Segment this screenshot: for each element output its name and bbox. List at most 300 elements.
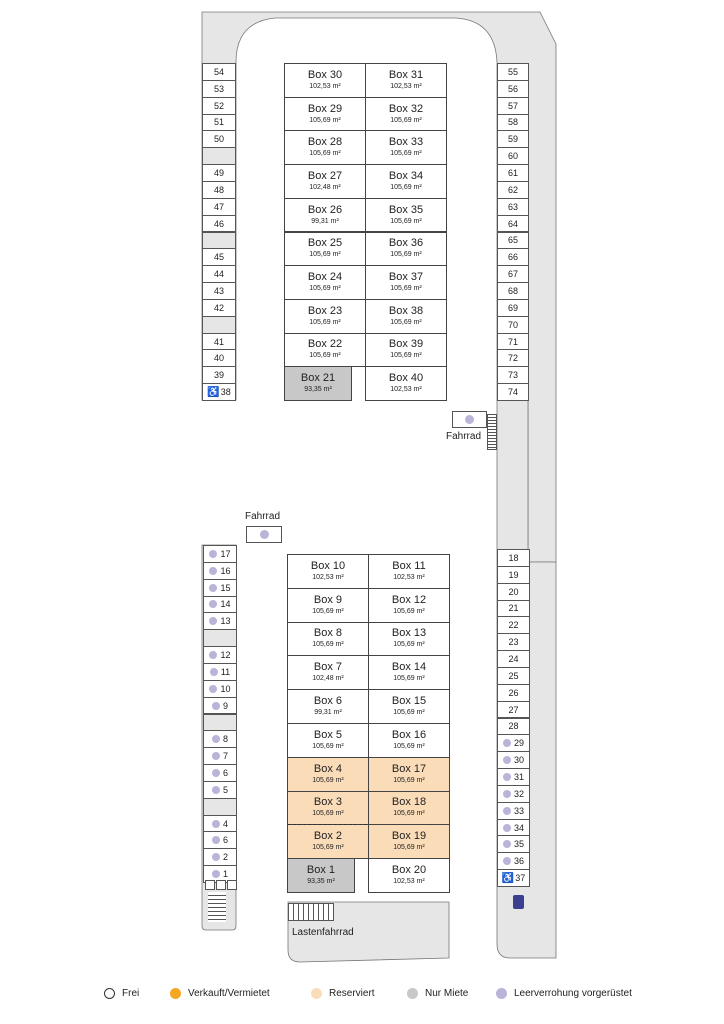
parking-spot-50[interactable] — [202, 130, 236, 148]
storage-box-box-21[interactable] — [284, 366, 352, 401]
box-area: 102,48 m² — [312, 675, 344, 683]
spot-number: 42 — [213, 302, 224, 313]
box-name: Box 38 — [388, 304, 424, 317]
parking-spot-33[interactable] — [497, 802, 530, 820]
box-name: Box 28 — [307, 136, 343, 149]
ev-prewired-dot-icon — [209, 685, 217, 693]
storage-box-box-20[interactable] — [368, 858, 450, 893]
box-area: 105,69 m² — [390, 183, 422, 191]
box-name: Box 5 — [313, 728, 343, 741]
ev-prewired-dot-icon — [209, 600, 217, 608]
spot-number: 37 — [515, 873, 526, 884]
storage-box-box-35[interactable] — [365, 198, 447, 233]
ev-prewired-dot-icon — [503, 773, 511, 781]
spot-number: 72 — [507, 353, 518, 364]
parking-spot-59[interactable] — [497, 130, 529, 148]
ev-prewired-dot-icon — [503, 790, 511, 798]
storage-box-box-26[interactable] — [284, 198, 366, 233]
box-name: Box 20 — [391, 864, 427, 877]
storage-box-box-24[interactable] — [284, 265, 366, 300]
spot-number: 46 — [213, 218, 224, 229]
parking-spot-53[interactable] — [202, 80, 236, 98]
parking-spot-61[interactable] — [497, 164, 529, 182]
bike-rack-mid — [246, 526, 282, 543]
box-area: 105,69 m² — [393, 641, 425, 649]
parking-spot-38[interactable] — [202, 383, 236, 401]
parking-spot-55[interactable] — [497, 63, 529, 81]
storage-box-box-5[interactable] — [287, 723, 369, 758]
parking-spot-41[interactable] — [202, 333, 236, 351]
legend-item — [311, 988, 375, 999]
box-name: Box 40 — [388, 372, 424, 385]
fahrrad-label-top: Fahrrad — [446, 431, 482, 442]
legend-label: Nur Miete — [425, 988, 469, 999]
spot-number: 44 — [213, 269, 224, 280]
parking-spot-45[interactable] — [202, 248, 236, 266]
bike-dot-icon — [260, 530, 269, 539]
ev-prewired-dot-icon — [503, 840, 511, 848]
spot-number: 5 — [222, 784, 228, 795]
spot-number: 57 — [507, 100, 518, 111]
ev-prewired-dot-icon — [212, 853, 220, 861]
spot-number: 39 — [213, 370, 224, 381]
spot-number: 51 — [213, 117, 224, 128]
box-name: Box 14 — [391, 661, 427, 674]
dashed-divider — [288, 824, 367, 825]
spot-number: 20 — [508, 586, 519, 597]
parking-spot-36[interactable] — [497, 852, 530, 870]
spot-number: 74 — [507, 387, 518, 398]
parking-spot-37[interactable] — [497, 869, 530, 887]
parking-spot-34[interactable] — [497, 819, 530, 837]
parking-spot-14[interactable] — [203, 596, 237, 614]
storage-box-box-3[interactable] — [287, 791, 369, 826]
storage-box-box-2[interactable] — [287, 824, 369, 859]
storage-box-box-6[interactable] — [287, 689, 369, 724]
ev-prewired-dot-icon — [212, 752, 220, 760]
parking-spot-73[interactable] — [497, 366, 529, 384]
parking-spot-22[interactable] — [497, 616, 530, 634]
parking-spot-44[interactable] — [202, 265, 236, 283]
box-area: 105,69 m² — [393, 675, 425, 683]
spot-number: 43 — [213, 285, 224, 296]
box-area: 102,53 m² — [390, 82, 422, 90]
storage-box-box-16[interactable] — [368, 723, 450, 758]
spot-number: 71 — [507, 336, 518, 347]
storage-box-box-7[interactable] — [287, 655, 369, 690]
parking-spot-65[interactable] — [497, 232, 529, 250]
spot-number: 29 — [513, 738, 524, 749]
box-name: Box 17 — [391, 762, 427, 775]
parking-spot-71[interactable] — [497, 333, 529, 351]
legend-label: Reserviert — [329, 988, 375, 999]
parking-spot-18[interactable] — [497, 549, 530, 567]
spot-number: 26 — [508, 687, 519, 698]
box-name: Box 6 — [313, 695, 343, 708]
box-name: Box 12 — [391, 593, 427, 606]
storage-box-box-22[interactable] — [284, 333, 366, 368]
box-area: 102,53 m² — [390, 386, 422, 394]
box-name: Box 34 — [388, 169, 424, 182]
parking-spot-11[interactable] — [203, 663, 237, 681]
spot-number: 8 — [222, 734, 228, 745]
parking-spot-62[interactable] — [497, 181, 529, 199]
storage-box-box-29[interactable] — [284, 97, 366, 132]
spot-number: 1 — [222, 869, 228, 880]
spot-number: 50 — [213, 134, 224, 145]
spot-number: 68 — [507, 285, 518, 296]
parking-spot-32[interactable] — [497, 785, 530, 803]
parking-spot-2[interactable] — [203, 848, 237, 866]
parking-spot-64[interactable] — [497, 215, 529, 233]
spot-number: 24 — [508, 654, 519, 665]
box-area: 105,69 m² — [312, 844, 344, 852]
storage-box-box-32[interactable] — [365, 97, 447, 132]
parking-spot-12[interactable] — [203, 646, 237, 664]
parking-spot-8[interactable] — [203, 730, 237, 748]
parking-spot-25[interactable] — [497, 667, 530, 685]
storage-box-box-39[interactable] — [365, 333, 447, 368]
box-name: Box 23 — [307, 304, 343, 317]
box-name: Box 27 — [307, 169, 343, 182]
parking-spot-26[interactable] — [497, 684, 530, 702]
spot-number: 11 — [220, 666, 231, 677]
ev-prewired-dot-icon — [212, 870, 220, 878]
box-area: 102,53 m² — [393, 878, 425, 886]
legend-label: Verkauft/Vermietet — [188, 988, 270, 999]
box-area: 105,69 m² — [390, 150, 422, 158]
box-area: 105,69 m² — [312, 641, 344, 649]
parking-spot-60[interactable] — [497, 147, 529, 165]
storage-box-box-19[interactable] — [368, 824, 450, 859]
ev-prewired-dot-icon — [209, 567, 217, 575]
box-name: Box 37 — [388, 271, 424, 284]
parking-spot-42[interactable] — [202, 299, 236, 317]
box-name: Box 39 — [388, 338, 424, 351]
spot-number: 34 — [513, 822, 524, 833]
parking-spot-30[interactable] — [497, 751, 530, 769]
box-area: 99,31 m² — [314, 709, 342, 717]
spot-number: 18 — [508, 552, 519, 563]
ev-prewired-dot-icon — [503, 807, 511, 815]
box-area: 105,69 m² — [309, 116, 341, 124]
spot-number: 53 — [213, 83, 224, 94]
parking-spot-54[interactable] — [202, 63, 236, 81]
parking-spot-72[interactable] — [497, 349, 529, 367]
parking-spot-51[interactable] — [202, 114, 236, 132]
box-area: 105,69 m² — [312, 607, 344, 615]
lastenfahrrad-label: Lastenfahrrad — [292, 927, 354, 938]
parking-spot-52[interactable] — [202, 97, 236, 115]
storage-box-box-15[interactable] — [368, 689, 450, 724]
parking-gap — [202, 232, 236, 250]
parking-spot-6[interactable] — [203, 764, 237, 782]
spot-number: 56 — [507, 83, 518, 94]
ev-prewired-dot-icon — [209, 550, 217, 558]
spot-number: 64 — [507, 218, 518, 229]
storage-box-box-23[interactable] — [284, 299, 366, 334]
parking-spot-43[interactable] — [202, 282, 236, 300]
legend-item — [104, 988, 139, 999]
ev-prewired-dot-icon — [503, 824, 511, 832]
spot-number: 59 — [507, 134, 518, 145]
parking-spot-35[interactable] — [497, 835, 530, 853]
stairs-icon — [487, 414, 497, 450]
spot-number: 10 — [220, 683, 231, 694]
spot-number: 54 — [213, 66, 224, 77]
spot-number: 47 — [213, 201, 224, 212]
spot-number: 19 — [508, 569, 519, 580]
storage-box-box-1[interactable] — [287, 858, 355, 893]
parking-gap — [203, 714, 237, 732]
parking-spot-40[interactable] — [202, 349, 236, 367]
box-name: Box 26 — [307, 203, 343, 216]
box-name: Box 10 — [310, 559, 346, 572]
spot-number: 66 — [507, 252, 518, 263]
box-area: 105,69 m² — [393, 607, 425, 615]
spot-number: 32 — [513, 788, 524, 799]
box-area: 105,69 m² — [393, 810, 425, 818]
parking-spot-48[interactable] — [202, 181, 236, 199]
storage-box-box-25[interactable] — [284, 232, 366, 267]
parking-spot-68[interactable] — [497, 282, 529, 300]
box-area: 102,53 m² — [312, 573, 344, 581]
ev-charger-icon — [513, 895, 527, 911]
parking-spot-70[interactable] — [497, 316, 529, 334]
box-area: 105,69 m² — [309, 150, 341, 158]
storage-box-box-10[interactable] — [287, 554, 369, 589]
fahrrad-label-mid: Fahrrad — [245, 511, 281, 522]
box-area: 105,69 m² — [390, 116, 422, 124]
spot-number: 40 — [213, 353, 224, 364]
storage-box-box-18[interactable] — [368, 791, 450, 826]
spot-number: 52 — [213, 100, 224, 111]
parking-spot-46[interactable] — [202, 215, 236, 233]
spot-number: 38 — [220, 387, 231, 398]
parking-spot-56[interactable] — [497, 80, 529, 98]
storage-box-box-40[interactable] — [365, 366, 447, 401]
spot-number: 7 — [222, 751, 228, 762]
box-name: Box 33 — [388, 136, 424, 149]
storage-box-box-33[interactable] — [365, 130, 447, 165]
parking-spot-6[interactable] — [203, 831, 237, 849]
storage-box-box-28[interactable] — [284, 130, 366, 165]
parking-spot-21[interactable] — [497, 600, 530, 618]
box-name: Box 3 — [313, 796, 343, 809]
bike-lockers-icon — [205, 880, 237, 926]
box-area: 102,48 m² — [309, 183, 341, 191]
box-name: Box 35 — [388, 203, 424, 216]
parking-gap — [202, 147, 236, 165]
legend-swatch-icon — [104, 988, 115, 999]
box-area: 105,69 m² — [309, 318, 341, 326]
parking-spot-47[interactable] — [202, 198, 236, 216]
cargo-bike-rack-icon — [288, 903, 334, 921]
parking-spot-28[interactable] — [497, 718, 530, 736]
ev-prewired-dot-icon — [212, 702, 220, 710]
spot-number: 65 — [507, 235, 518, 246]
spot-number: 15 — [220, 582, 231, 593]
storage-box-box-11[interactable] — [368, 554, 450, 589]
parking-spot-15[interactable] — [203, 579, 237, 597]
spot-number: 2 — [222, 852, 228, 863]
storage-box-box-4[interactable] — [287, 757, 369, 792]
parking-spot-20[interactable] — [497, 583, 530, 601]
parking-spot-16[interactable] — [203, 562, 237, 580]
spot-number: 41 — [213, 336, 224, 347]
ev-prewired-dot-icon — [210, 668, 218, 676]
box-name: Box 36 — [388, 237, 424, 250]
parking-spot-7[interactable] — [203, 747, 237, 765]
box-name: Box 30 — [307, 68, 343, 81]
box-area: 105,69 m² — [312, 810, 344, 818]
spot-number: 22 — [508, 620, 519, 631]
box-area: 105,69 m² — [390, 217, 422, 225]
spot-number: 17 — [220, 548, 231, 559]
parking-spot-66[interactable] — [497, 248, 529, 266]
box-area: 105,69 m² — [309, 352, 341, 360]
box-area: 105,69 m² — [309, 285, 341, 293]
storage-box-box-17[interactable] — [368, 757, 450, 792]
parking-spot-57[interactable] — [497, 97, 529, 115]
parking-spot-23[interactable] — [497, 633, 530, 651]
storage-box-box-37[interactable] — [365, 265, 447, 300]
parking-spot-17[interactable] — [203, 545, 237, 563]
parking-spot-31[interactable] — [497, 768, 530, 786]
parking-spot-4[interactable] — [203, 815, 237, 833]
box-area: 102,53 m² — [309, 82, 341, 90]
box-area: 105,69 m² — [390, 318, 422, 326]
parking-spot-58[interactable] — [497, 114, 529, 132]
parking-gap — [203, 798, 237, 816]
spot-number: 6 — [222, 835, 228, 846]
wheelchair-icon: ♿ — [207, 386, 220, 398]
storage-box-box-8[interactable] — [287, 622, 369, 657]
legend-item — [170, 988, 270, 999]
ev-prewired-dot-icon — [503, 739, 511, 747]
legend-label: Frei — [122, 988, 140, 999]
box-name: Box 7 — [313, 661, 343, 674]
spot-number: 30 — [513, 755, 524, 766]
box-name: Box 11 — [392, 559, 426, 572]
legend-swatch-icon — [311, 988, 322, 999]
parking-spot-67[interactable] — [497, 265, 529, 283]
spot-number: 49 — [213, 168, 224, 179]
spot-number: 35 — [513, 839, 524, 850]
box-name: Box 2 — [313, 830, 343, 843]
box-area: 105,69 m² — [312, 742, 344, 750]
parking-spot-10[interactable] — [203, 680, 237, 698]
spot-number: 21 — [508, 603, 519, 614]
storage-box-box-12[interactable] — [368, 588, 450, 623]
box-area: 105,69 m² — [393, 844, 425, 852]
spot-number: 36 — [513, 856, 524, 867]
storage-box-box-30[interactable] — [284, 63, 366, 98]
storage-box-box-36[interactable] — [365, 232, 447, 267]
spot-number: 58 — [507, 117, 518, 128]
storage-box-box-38[interactable] — [365, 299, 447, 334]
spot-number: 69 — [507, 302, 518, 313]
box-area: 105,69 m² — [393, 776, 425, 784]
parking-gap — [203, 629, 237, 647]
box-name: Box 1 — [306, 864, 336, 877]
storage-box-box-31[interactable] — [365, 63, 447, 98]
spot-number: 13 — [220, 616, 231, 627]
ev-prewired-dot-icon — [209, 651, 217, 659]
legend-item — [496, 988, 632, 999]
box-name: Box 15 — [391, 695, 427, 708]
parking-spot-27[interactable] — [497, 701, 530, 719]
parking-spot-69[interactable] — [497, 299, 529, 317]
legend-swatch-icon — [496, 988, 507, 999]
box-name: Box 8 — [313, 627, 343, 640]
bike-rack-top — [452, 411, 487, 428]
parking-spot-19[interactable] — [497, 566, 530, 584]
spot-number: 61 — [507, 168, 518, 179]
spot-number: 73 — [507, 370, 518, 381]
parking-spot-24[interactable] — [497, 650, 530, 668]
spot-number: 9 — [222, 700, 228, 711]
storage-box-box-9[interactable] — [287, 588, 369, 623]
spot-number: 63 — [507, 201, 518, 212]
spot-number: 27 — [508, 704, 519, 715]
box-name: Box 29 — [307, 102, 343, 115]
box-name: Box 25 — [307, 237, 343, 250]
box-name: Box 18 — [391, 796, 427, 809]
parking-spot-5[interactable] — [203, 781, 237, 799]
storage-box-box-27[interactable] — [284, 164, 366, 199]
parking-gap — [202, 316, 236, 334]
box-area: 93,35 m² — [304, 386, 332, 394]
parking-spot-13[interactable] — [203, 612, 237, 630]
spot-number: 62 — [507, 184, 518, 195]
parking-spot-39[interactable] — [202, 366, 236, 384]
box-area: 105,69 m² — [312, 776, 344, 784]
legend-item — [407, 988, 468, 999]
parking-spot-63[interactable] — [497, 198, 529, 216]
spot-number: 28 — [508, 721, 519, 732]
box-name: Box 32 — [388, 102, 424, 115]
spot-number: 67 — [507, 269, 518, 280]
box-area: 105,69 m² — [393, 742, 425, 750]
storage-box-box-13[interactable] — [368, 622, 450, 657]
parking-spot-74[interactable] — [497, 383, 529, 401]
box-name: Box 21 — [300, 372, 336, 385]
spot-number: 14 — [220, 599, 231, 610]
ev-prewired-dot-icon — [212, 836, 220, 844]
ev-prewired-dot-icon — [212, 786, 220, 794]
spot-number: 6 — [222, 767, 228, 778]
parking-spot-29[interactable] — [497, 734, 530, 752]
box-name: Box 9 — [313, 593, 343, 606]
box-area: 105,69 m² — [393, 709, 425, 717]
spot-number: 60 — [507, 151, 518, 162]
legend-swatch-icon — [170, 988, 181, 999]
legend-swatch-icon — [407, 988, 418, 999]
storage-box-box-34[interactable] — [365, 164, 447, 199]
spot-number: 48 — [213, 184, 224, 195]
storage-box-box-14[interactable] — [368, 655, 450, 690]
ev-prewired-dot-icon — [503, 756, 511, 764]
box-area: 99,31 m² — [311, 217, 339, 225]
spot-number: 70 — [507, 319, 518, 330]
parking-spot-9[interactable] — [203, 697, 237, 715]
ev-prewired-dot-icon — [209, 584, 217, 592]
parking-spot-49[interactable] — [202, 164, 236, 182]
spot-number: 33 — [513, 805, 524, 816]
box-name: Box 31 — [388, 68, 424, 81]
spot-number: 55 — [507, 66, 518, 77]
